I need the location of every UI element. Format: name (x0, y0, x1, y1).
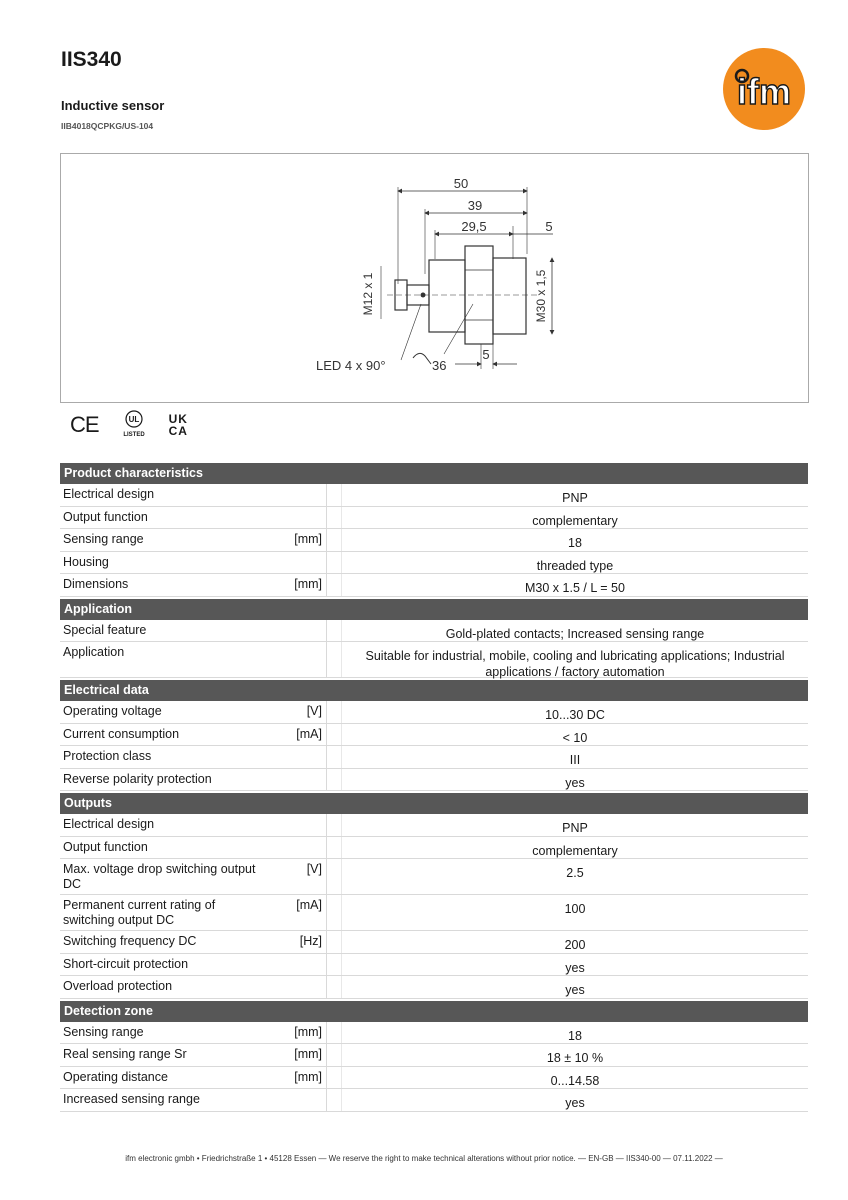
spec-unit (270, 837, 327, 859)
spec-row (60, 701, 808, 724)
spec-value: yes (341, 769, 808, 791)
dim-50-label: 50 (453, 176, 469, 191)
spec-value: 18 ± 10 % (341, 1044, 808, 1066)
spec-unit (270, 814, 327, 836)
spec-row (60, 837, 808, 860)
article-number: IIB4018QCPKG/US-104 (61, 121, 154, 131)
spec-row (60, 895, 808, 931)
spec-label: Output function (63, 509, 148, 524)
spec-row (60, 769, 808, 792)
thread-m30-label: M30 x 1,5 (534, 269, 548, 323)
spec-unit (270, 642, 327, 677)
page-footer (0, 1154, 848, 1163)
ul-listed-text: LISTED (122, 431, 145, 438)
spec-unit: [mA] (270, 724, 327, 746)
spec-row (60, 746, 808, 769)
spec-value: threaded type (341, 552, 808, 574)
section-header: Product characteristics (60, 463, 808, 484)
spec-row (60, 574, 808, 597)
spec-value: 18 (341, 529, 808, 551)
spec-row (60, 954, 808, 977)
spec-row (60, 1044, 808, 1067)
ifm-logo-mark (723, 48, 805, 130)
spec-row (60, 859, 808, 895)
product-subtitle: Inductive sensor (61, 98, 165, 113)
wrench-icon (413, 353, 431, 364)
spec-unit (270, 507, 327, 529)
spec-row (60, 620, 808, 643)
spec-value: 0...14.58 (341, 1067, 808, 1089)
spec-unit: [mm] (270, 1044, 327, 1066)
spec-label: Switching frequency DC (63, 934, 197, 948)
svg-text:UL: UL (128, 414, 139, 424)
wrench-size-label: 36 (432, 358, 447, 373)
ifm-logo-text: ifm (737, 71, 791, 112)
spec-value: yes (341, 1089, 808, 1111)
spec-label: Permanent current rating of switching output DC (63, 898, 216, 927)
spec-label: Operating voltage (63, 704, 162, 718)
footer-text: ifm electronic gmbh • Friedrichstraße 1 • 45128 Essen — We reserve the right to make technical alterations without prior notice. — EN-GB — IIS340-00 — 07.11.2022 — (125, 1154, 723, 1163)
spec-label: Increased sensing range (63, 1092, 200, 1106)
spec-value: 10...30 DC (341, 701, 808, 723)
spec-value: 18 (341, 1022, 808, 1044)
spec-value: PNP (341, 484, 808, 506)
spec-unit: [V] (270, 701, 327, 723)
spec-unit (270, 976, 327, 998)
spec-row (60, 484, 808, 507)
spec-value: Gold-plated contacts; Increased sensing range (341, 620, 808, 642)
spec-value: 100 (341, 895, 808, 930)
sensor-dimension-svg (61, 154, 810, 404)
spec-label: Max. voltage drop switching output DC (63, 862, 256, 891)
spec-unit: [Hz] (270, 931, 327, 953)
dim-29-5-label: 29,5 (461, 219, 487, 234)
spec-label: Reverse polarity protection (63, 771, 212, 786)
spec-row (60, 507, 808, 530)
spec-value: < 10 (341, 724, 808, 746)
dim-5-bottom-label: 5 (482, 347, 490, 362)
spec-value: complementary (341, 837, 808, 859)
spec-value: 200 (341, 931, 808, 953)
spec-unit: [mA] (270, 895, 327, 930)
ifm-logo (723, 48, 805, 130)
spec-label: Electrical design (63, 817, 155, 831)
led-label: LED 4 x 90° (316, 358, 386, 373)
section-header: Outputs (60, 793, 808, 814)
spec-label: Dimensions (63, 577, 129, 591)
spec-row (60, 1067, 808, 1090)
spec-row (60, 1022, 808, 1045)
spec-unit (270, 769, 327, 791)
spec-label: Sensing range (63, 1024, 144, 1039)
spec-row (60, 529, 808, 552)
spec-value: yes (341, 954, 808, 976)
spec-value: III (341, 746, 808, 768)
section-header: Detection zone (60, 1001, 808, 1022)
ukca-line-1: UK (168, 412, 188, 426)
spec-value: Suitable for industrial, mobile, cooling and lubricating applications; Industrial applications / factory automation (341, 642, 808, 677)
spec-unit: [mm] (270, 529, 327, 551)
spec-unit: [V] (270, 859, 327, 894)
spec-unit (270, 954, 327, 976)
spec-row (60, 642, 808, 678)
spec-row (60, 1089, 808, 1112)
spec-label: Short-circuit protection (63, 956, 189, 971)
spec-unit (270, 484, 327, 506)
section-header: Application (60, 599, 808, 620)
spec-value: complementary (341, 507, 808, 529)
spec-unit: [mm] (270, 1022, 327, 1044)
dim-39-label: 39 (467, 198, 483, 213)
spec-unit (270, 1089, 327, 1111)
spec-unit: [mm] (270, 1067, 327, 1089)
spec-label: Operating distance (63, 1069, 168, 1084)
ukca-mark-icon (169, 413, 188, 437)
spec-label: Protection class (63, 749, 152, 763)
spec-value: 2.5 (341, 859, 808, 894)
spec-label: Special feature (63, 622, 147, 637)
spec-row (60, 931, 808, 954)
section-header: Electrical data (60, 680, 808, 701)
spec-unit (270, 552, 327, 574)
spec-row (60, 724, 808, 747)
spec-row (60, 552, 808, 575)
spec-table (60, 463, 808, 1112)
dimension-drawing (60, 153, 809, 403)
spec-label: Output function (63, 839, 148, 854)
spec-label: Application (63, 645, 125, 659)
spec-value: M30 x 1.5 / L = 50 (341, 574, 808, 596)
thread-m12-label: M12 x 1 (361, 272, 375, 316)
dim-5-top-label: 5 (545, 219, 553, 234)
spec-unit (270, 746, 327, 768)
spec-label: Real sensing range Sr (63, 1047, 187, 1061)
spec-label: Sensing range (63, 532, 144, 546)
certification-marks (70, 408, 188, 442)
page-title: IIS340 (61, 48, 122, 71)
spec-row (60, 976, 808, 999)
spec-row (60, 814, 808, 837)
ul-listed-icon (117, 408, 151, 443)
spec-unit: [mm] (270, 574, 327, 596)
spec-label: Current consumption (63, 726, 180, 741)
spec-label: Electrical design (63, 487, 155, 501)
ukca-line-2: CA (168, 424, 188, 438)
spec-label: Housing (63, 554, 109, 569)
spec-unit (270, 620, 327, 642)
spec-value: PNP (341, 814, 808, 836)
ce-mark-icon: CE (70, 412, 99, 437)
spec-value: yes (341, 976, 808, 998)
spec-label: Overload protection (63, 979, 173, 993)
